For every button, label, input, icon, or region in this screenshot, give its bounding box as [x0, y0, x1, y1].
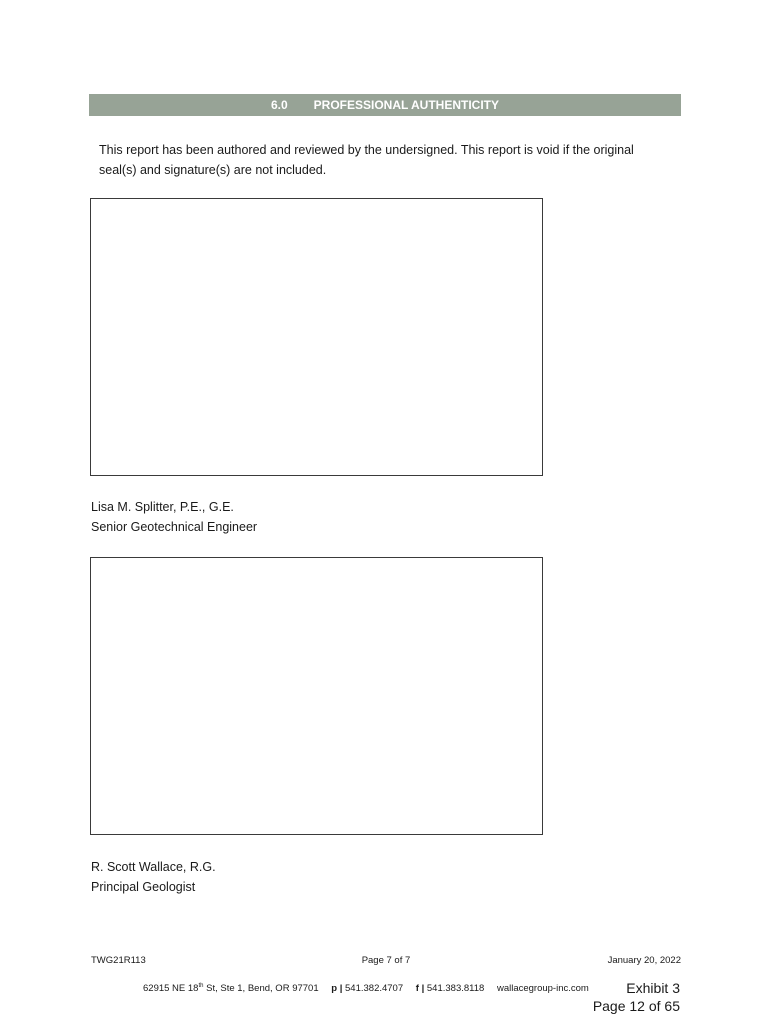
address-city: St, Ste 1, Bend, OR 97701 — [203, 983, 319, 995]
signer-name: R. Scott Wallace, R.G. — [91, 860, 216, 874]
phone-label: p | — [331, 983, 343, 995]
signer-title: Senior Geotechnical Engineer — [91, 520, 258, 534]
company-address-line — [143, 983, 589, 994]
exhibit-stamp — [593, 979, 680, 1015]
signer-title: Principal Geologist — [91, 880, 196, 894]
page-footer — [91, 955, 681, 969]
fax-number: 541.383.8118 — [426, 983, 485, 995]
signer-block — [91, 497, 257, 537]
section-heading — [89, 94, 681, 116]
seal-signature-box — [90, 198, 543, 476]
address-ordinal: th — [198, 983, 204, 989]
phone-number: 541.382.4707 — [345, 983, 404, 995]
website-link[interactable]: wallacegroup-inc.com — [496, 983, 589, 995]
section-title: PROFESSIONAL AUTHENTICITY — [313, 98, 500, 112]
page-number: Page 7 of 7 — [361, 955, 411, 966]
seal-signature-box — [90, 557, 543, 835]
section-number: 6.0 — [270, 98, 288, 112]
intro-paragraph: This report has been authored and reviewed by the undersigned. This report is void if the original seal(s) and signature(s) are not included. — [99, 143, 634, 177]
fax-label: f | — [415, 983, 425, 995]
report-date: January 20, 2022 — [607, 955, 681, 966]
exhibit-page: Page 12 of 65 — [592, 998, 680, 1014]
signer-block — [91, 857, 216, 897]
signer-name: Lisa M. Splitter, P.E., G.E. — [91, 500, 234, 514]
address-street: 62915 NE 18 — [143, 983, 199, 995]
exhibit-label: Exhibit 3 — [626, 980, 680, 996]
report-id: TWG21R113 — [91, 955, 146, 966]
